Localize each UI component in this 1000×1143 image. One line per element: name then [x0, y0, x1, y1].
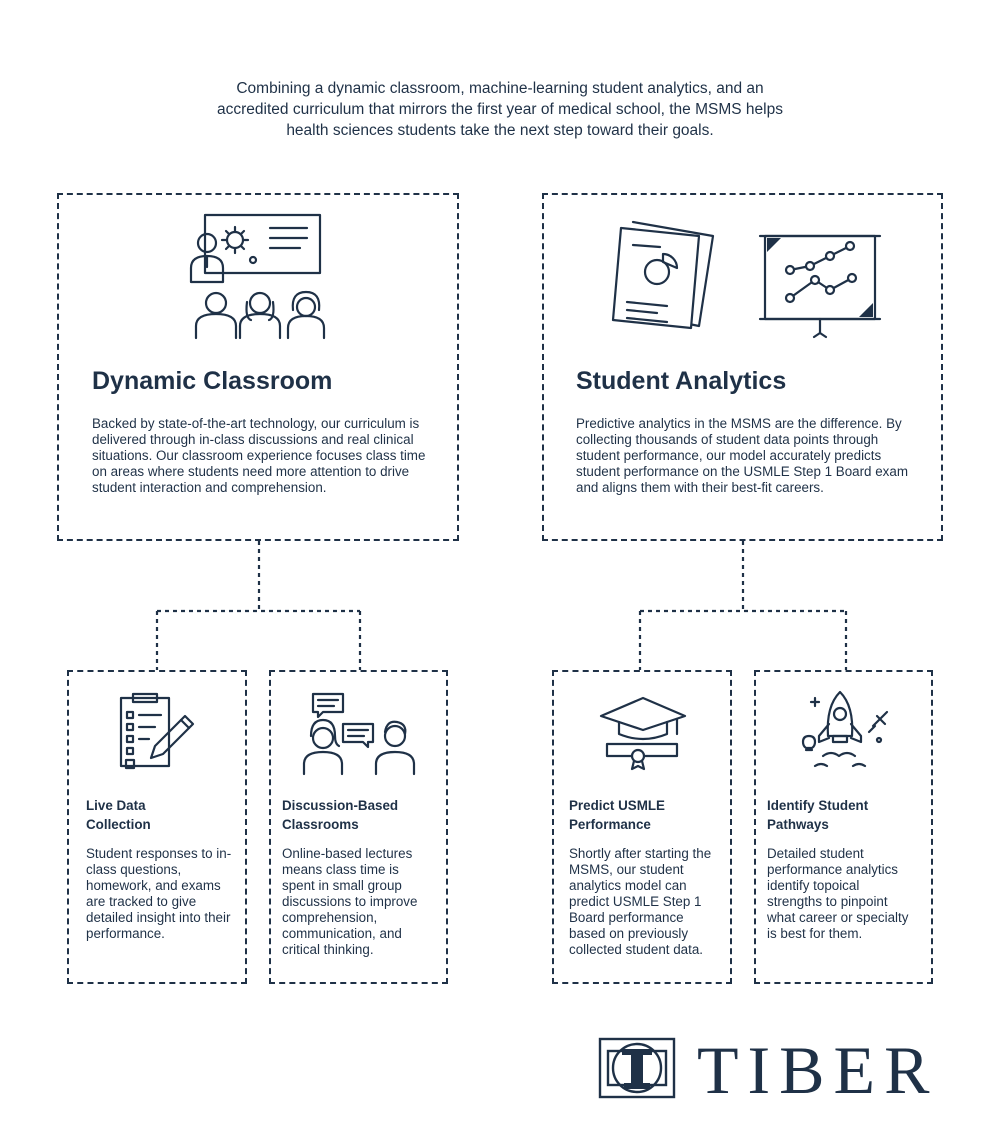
intro-line-2: accredited curriculum that mirrors the first year of medical school, the MSMS helps — [217, 101, 783, 118]
discussion-text: Online-based lectures means class time is spent in small group discussions to improve comprehension, communication, and critical thinking. — [282, 846, 418, 957]
intro-line-3: health sciences students take the next step toward their goals. — [286, 122, 714, 139]
graduation-cap-icon — [597, 694, 689, 774]
pathways-title: Identify Student Pathways — [767, 798, 869, 832]
discussion-title: Discussion-Based Classrooms — [282, 798, 399, 832]
live-data-text: Student responses to in-class questions, homework, and exams are tracked to give detailed insight into their performance. — [86, 846, 232, 941]
live-data-title: Live Data Collection — [86, 798, 151, 832]
discussion-icon — [298, 690, 420, 778]
dynamic-classroom-text: Backed by state-of-the-art technology, our curriculum is delivered through in-class discussions and real clinical situations. Our classroom experience focuses class time on areas where students need more attention to drive student interaction and comprehension. — [92, 416, 426, 495]
predict-title: Predict USMLE Performance — [569, 798, 665, 832]
classroom-icon — [185, 210, 335, 345]
rocket-icon — [795, 686, 895, 776]
pathways-text: Detailed student performance analytics identify topoical strengths to pinpoint what career or specialty is best for them. — [767, 846, 909, 941]
student-analytics-text: Predictive analytics in the MSMS are the difference. By collecting thousands of student data points through student performance, our model accurately predicts student performance on the USMLE Step 1 Board exam and aligns them with their best-fit careers. — [576, 416, 908, 495]
tiber-logo-mark — [598, 1037, 676, 1099]
analytics-icon — [605, 220, 885, 345]
dynamic-classroom-title: Dynamic Classroom — [92, 367, 333, 395]
intro-line-1: Combining a dynamic classroom, machine-learning student analytics, and an — [236, 80, 764, 97]
tiber-wordmark: TIBER — [697, 1032, 939, 1108]
checklist-icon — [115, 690, 197, 772]
student-analytics-title: Student Analytics — [576, 367, 787, 395]
predict-text: Shortly after starting the MSMS, our student analytics model can predict USMLE Step 1 Board performance based on previously collected student data. — [569, 846, 712, 957]
